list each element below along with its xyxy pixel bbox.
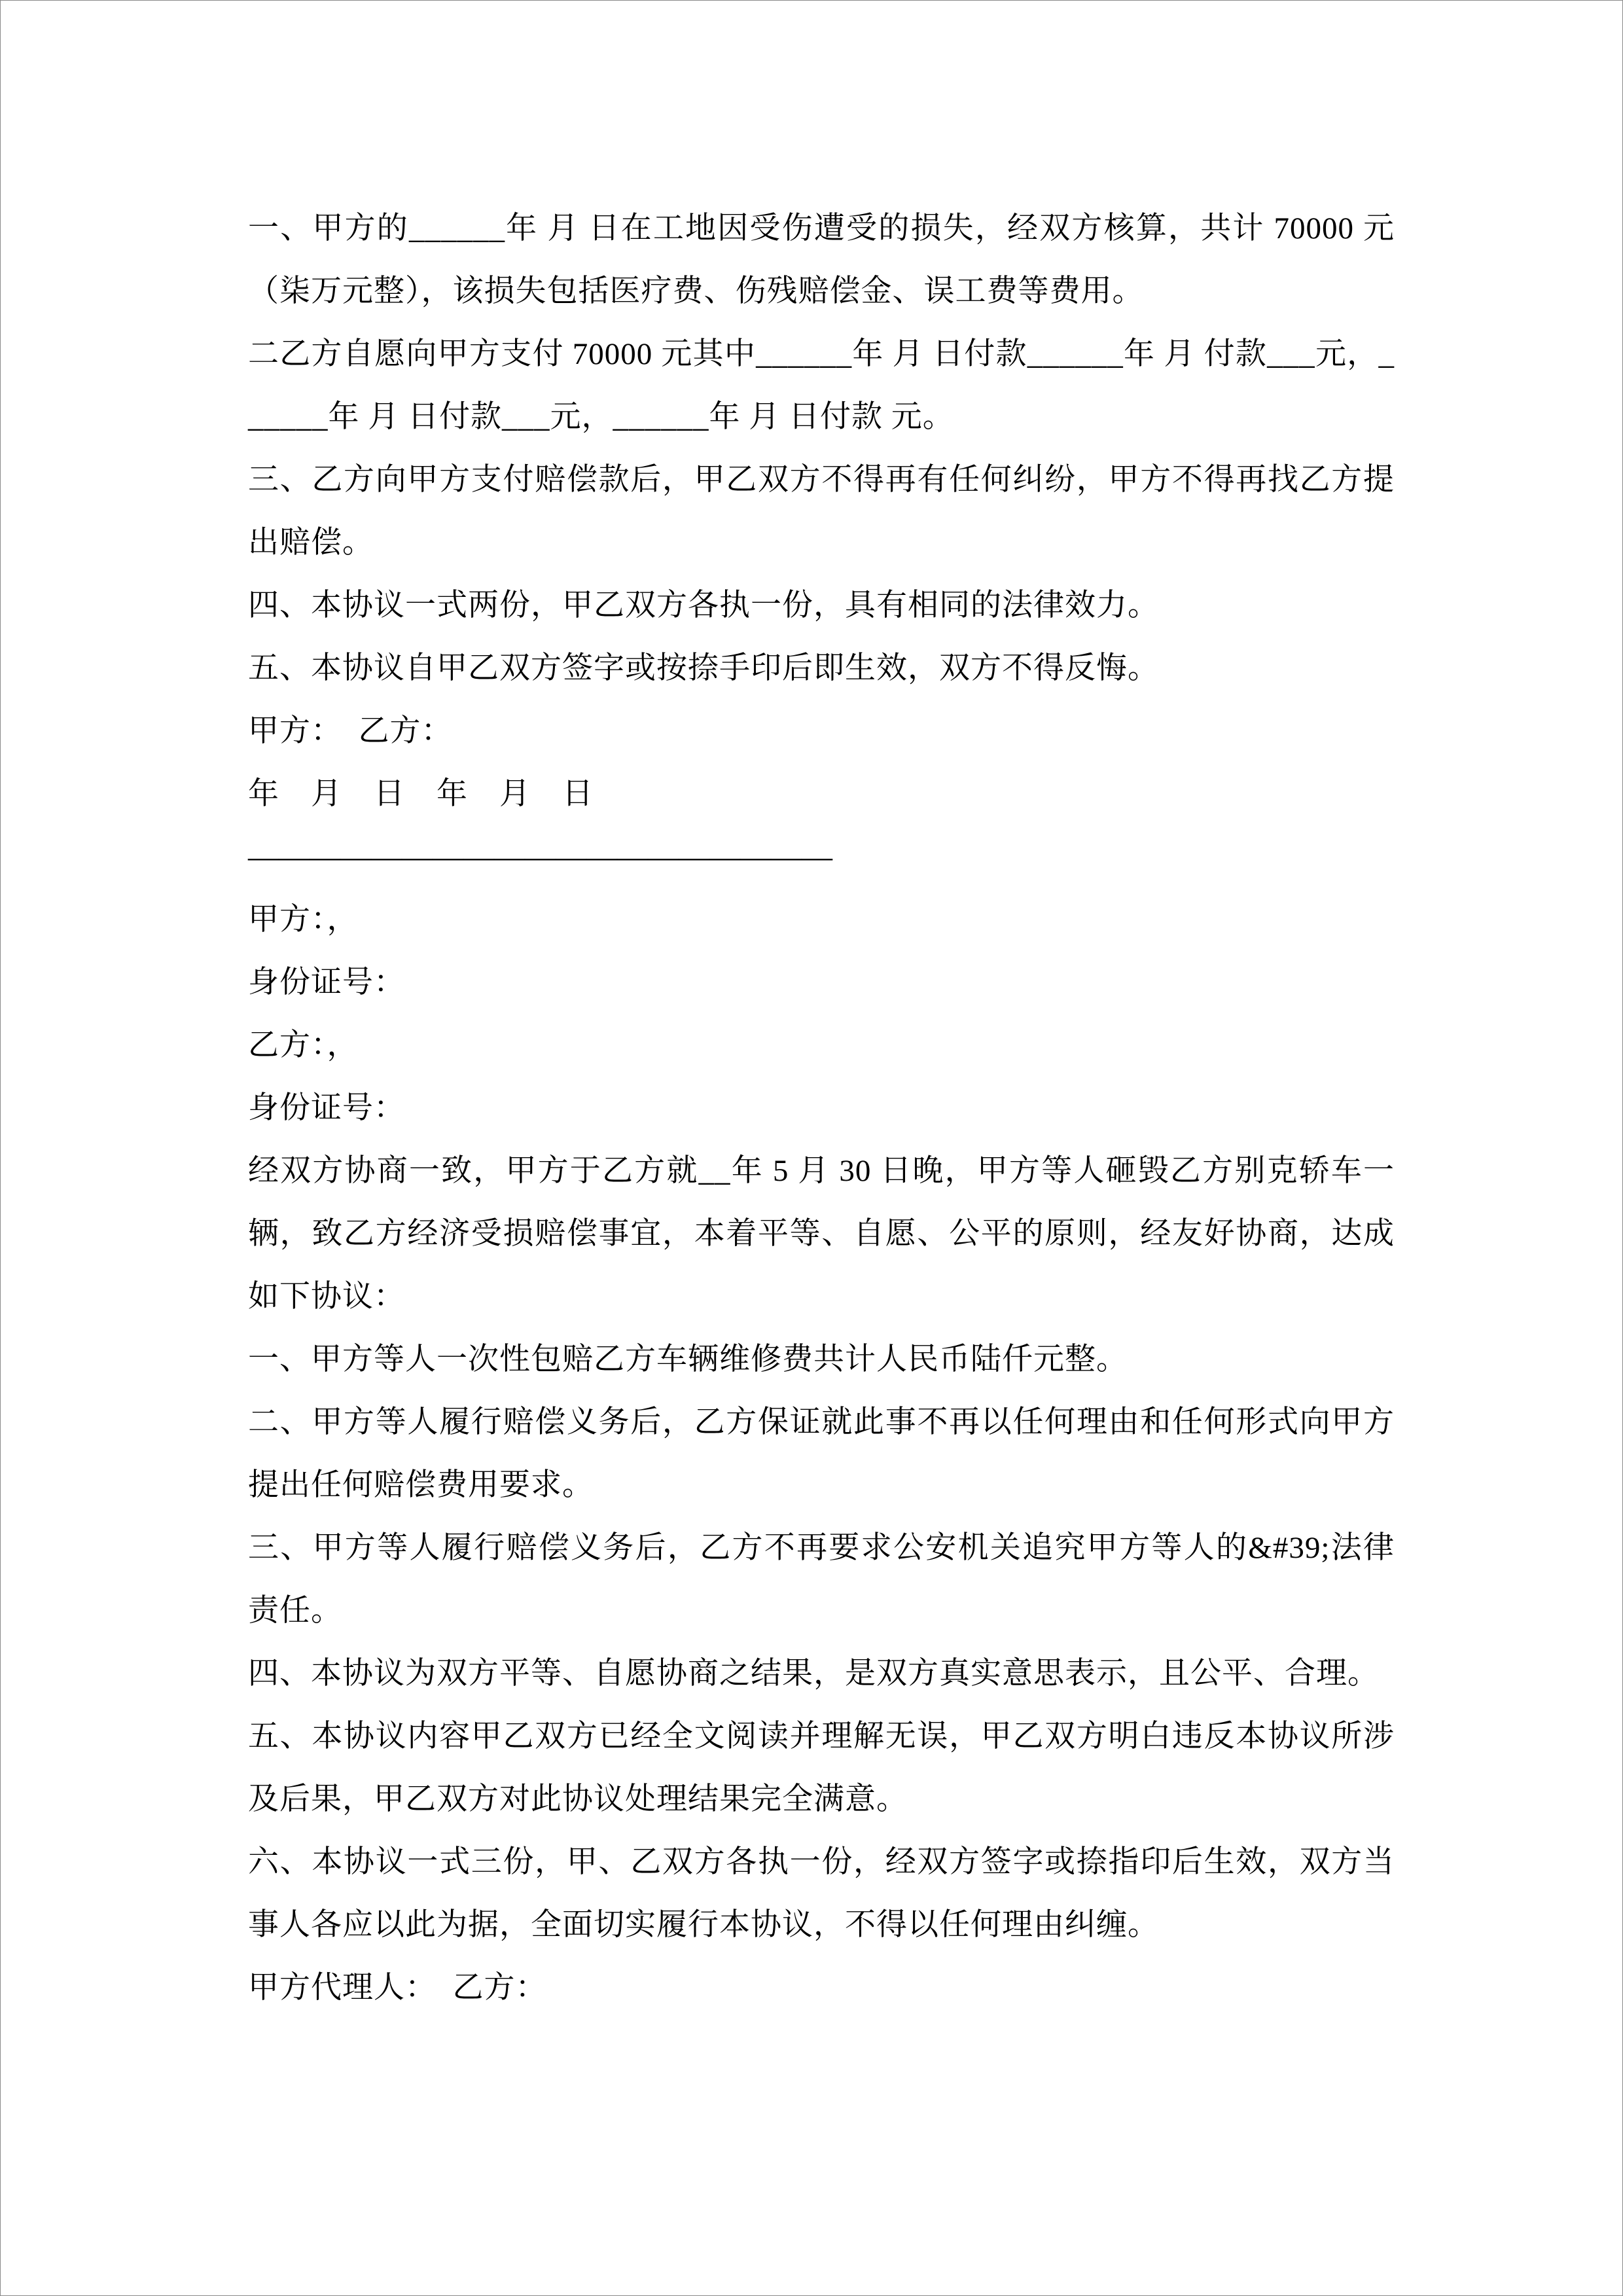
clause2-repair-fee: 一、甲方等人一次性包赔乙方车辆维修费共计人民币陆仟元整。 bbox=[248, 1342, 1128, 1376]
clause-two-copies: 四、本协议一式两份，甲乙双方各执一份，具有相同的法律效力。 bbox=[248, 588, 1159, 622]
clause2-no-legal-pursuit: 三、甲方等人履行赔偿义务后，乙方不再要求公安机关追究甲方等人的&#39;法律责任。 bbox=[248, 1531, 1395, 1628]
clause2-fairness: 四、本协议为双方平等、自愿协商之结果，是双方真实意思表示，且公平、合理。 bbox=[248, 1657, 1379, 1691]
party-a-label: 甲方：， bbox=[248, 903, 359, 937]
clause2-three-copies: 六、本协议一式三份，甲、乙双方各执一份，经双方签字或捺指印后生效，双方当事人各应以此为据，全面切实履行本协议，不得以任何理由纠缠。 bbox=[248, 1845, 1395, 1942]
clause-no-further-dispute: 三、乙方向甲方支付赔偿款后，甲乙双方不得再有任何纠纷，甲方不得再找乙方提出赔偿。 bbox=[248, 463, 1395, 560]
clause-injury-loss: 一、甲方的______年 月 日在工地因受伤遭受的损失，经双方核算，共计 70000 元（柒万元整），该损失包括医疗费、伤残赔偿金、误工费等费用。 bbox=[248, 211, 1395, 308]
document-body bbox=[248, 197, 1395, 2019]
party-b-id-label: 身份证号： bbox=[248, 1091, 405, 1125]
section-divider: ——————————————————— bbox=[248, 840, 832, 874]
signature-line-dates: 年 月 日 年 月 日 bbox=[248, 777, 594, 811]
clause-payment-schedule: 二乙方自愿向甲方支付 70000 元其中______年 月 日付款______年 月 付款___元，______年 月 日付款___元，______年 月 日付款 元。 bbox=[248, 337, 1395, 434]
preamble-car-damage: 经双方协商一致，甲方于乙方就__年 5 月 30 日晚，甲方等人砸毁乙方别克轿车一辆，致乙方经济受损赔偿事宜，本着平等、自愿、公平的原则，经友好协商，达成如下协议： bbox=[248, 1154, 1395, 1314]
clause2-no-further-claims: 二、甲方等人履行赔偿义务后，乙方保证就此事不再以任何理由和任何形式向甲方提出任何赔偿费用要求。 bbox=[248, 1405, 1395, 1502]
party-b-label: 乙方：， bbox=[248, 1028, 359, 1062]
agent-signature-line: 甲方代理人： 乙方： bbox=[248, 1971, 547, 2005]
party-a-id-label: 身份证号： bbox=[248, 965, 405, 999]
signature-line-parties: 甲方： 乙方： bbox=[248, 714, 453, 748]
clause-effective-on-signature: 五、本协议自甲乙双方签字或按捺手印后即生效，双方不得反悔。 bbox=[248, 651, 1159, 685]
clause2-full-understanding: 五、本协议内容甲乙双方已经全文阅读并理解无误，甲乙双方明白违反本协议所涉及后果，甲乙双方对此协议处理结果完全满意。 bbox=[248, 1719, 1395, 1816]
